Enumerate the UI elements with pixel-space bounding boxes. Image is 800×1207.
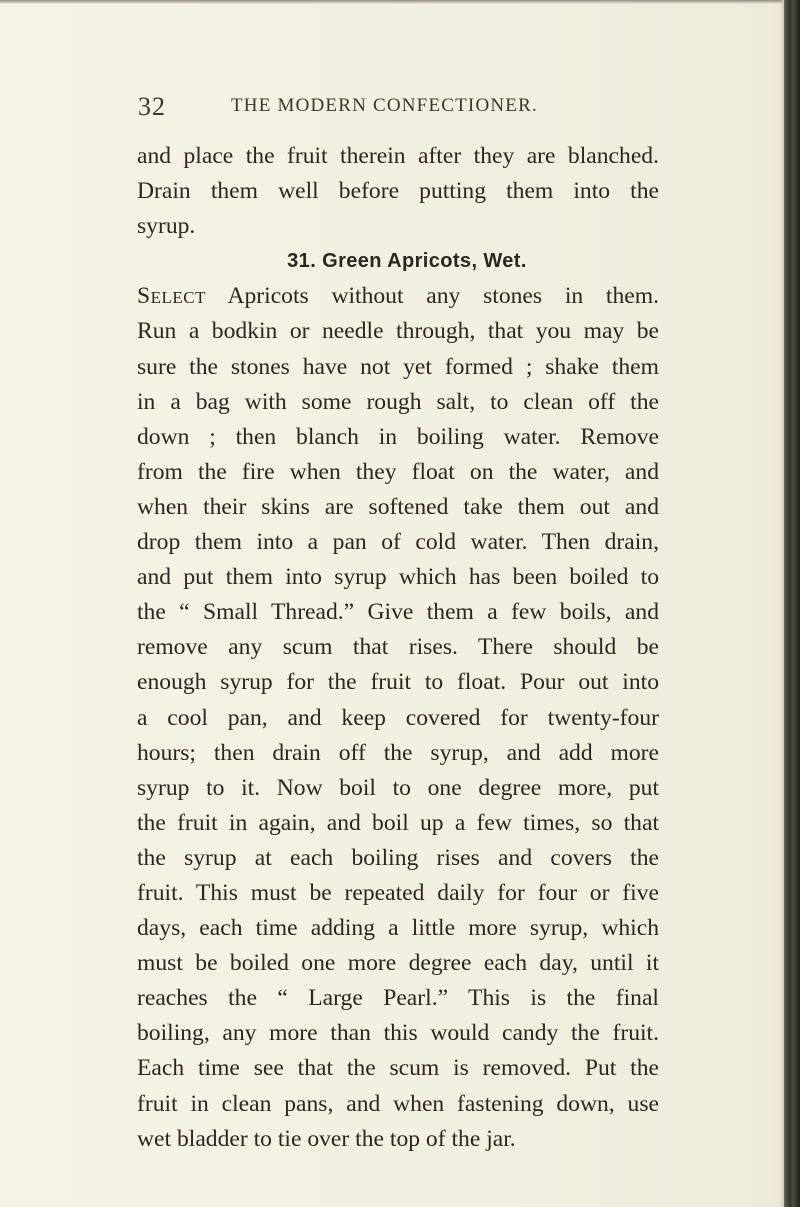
text-line: boiling, any more than this would candy the fruit. <box>137 1020 659 1047</box>
text-line: the syrup at each boiling rises and covers the <box>137 844 659 871</box>
text-line: remove any scum that rises. There should be <box>137 634 659 661</box>
recipe-first-line <box>137 279 659 314</box>
text-line: the “ Small Thread.” Give them a few boils, and <box>137 599 659 626</box>
text-line: Each time see that the scum is removed. Put the <box>137 1055 659 1082</box>
page-top-edge <box>0 0 790 4</box>
text-line: when their skins are softened take them out and <box>137 493 659 520</box>
text-line: drop them into a pan of cold water. Then drain, <box>137 529 659 556</box>
text-line: a cool pan, and keep covered for twenty-four <box>137 704 659 731</box>
text-line: reaches the “ Large Pearl.” This is the final <box>137 985 659 1012</box>
text-line: hours; then drain off the syrup, and add more <box>137 739 659 766</box>
page-number: 32 <box>138 92 166 121</box>
text-line: enough syrup for the fruit to float. Pour out into <box>137 669 659 696</box>
text-line: Drain them well before putting them into the <box>137 178 659 205</box>
text-line: from the fire when they float on the water, and <box>137 458 659 485</box>
running-head: THE MODERN CONFECTIONER. <box>231 95 538 116</box>
text-line: fruit in clean pans, and when fastening down, use <box>137 1090 659 1117</box>
text-line: Run a bodkin or needle through, that you may be <box>137 318 659 345</box>
recipe-first-word: Select <box>137 283 206 310</box>
text-line: fruit. This must be repeated daily for four or five <box>137 879 659 906</box>
text-line: days, each time adding a little more syrup, which <box>137 915 659 942</box>
text-line: the fruit in again, and boil up a few times, so that <box>137 809 659 836</box>
recipe-heading: 31. Green Apricots, Wet. <box>287 250 527 273</box>
book-spine-edge <box>784 0 800 1207</box>
text-line: sure the stones have not yet formed ; shake them <box>137 353 659 380</box>
text-line: wet bladder to tie over the top of the jar. <box>137 1125 516 1152</box>
text-line: must be boiled one more degree each day, until it <box>137 950 659 977</box>
text-line: syrup to it. Now boil to one degree more, put <box>137 774 659 801</box>
page-body <box>137 139 659 1157</box>
text-line: and place the fruit therein after they are blanched. <box>137 143 659 169</box>
text-line: and put them into syrup which has been boiled to <box>137 564 659 591</box>
text-line: in a bag with some rough salt, to clean off the <box>137 388 659 415</box>
text-line: syrup. <box>137 213 196 240</box>
recipe-first-line-text: Apricots without any stones in them. <box>206 283 659 310</box>
page-header <box>138 92 658 126</box>
text-line: down ; then blanch in boiling water. Remove <box>137 423 659 450</box>
